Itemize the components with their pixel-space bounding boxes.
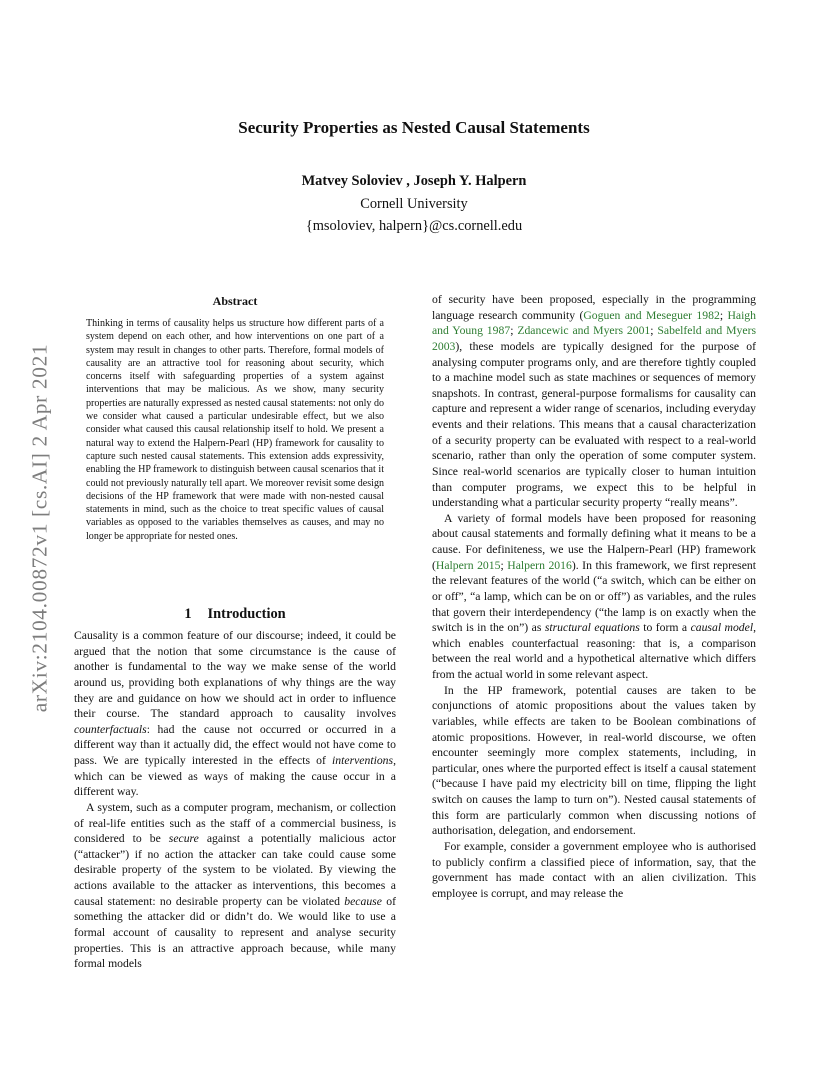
citation-link[interactable]: Sabelfeld and Myers 2003 <box>432 324 756 353</box>
intro-paragraph-6: For example, consider a government employee who is authorised to publicly confirm a classified piece of information, say, that the government has made contact with an alien civilization. This employee is corrupt, and may release the <box>432 839 756 900</box>
affiliation: Cornell University <box>360 196 468 212</box>
text-run: , which enables counterfactual reasoning: that is, a comparison between the real world and a hypothetical alternative which differs from the actual world in some relevant aspect. <box>432 621 756 681</box>
right-column <box>432 292 756 1060</box>
arxiv-identifier: arXiv:2104.00872v1 [cs.AI] 2 Apr 2021 <box>27 343 52 713</box>
arxiv-sidebar <box>22 298 58 758</box>
author-list: Matvey Soloviev , Joseph Y. Halpern <box>301 173 527 189</box>
text-run: Causality is a common feature of our discourse; indeed, it could be argued that the notion that some circumstance is the cause of another is fundamental to the way we make sense of the world around us, providing both explanations of why things are the way they are and guidance on how we should act in order to influence their course. The standard approach to causality involves <box>74 629 396 721</box>
intro-paragraph-1 <box>74 628 396 800</box>
text-run: of security have been proposed, especially in the programming language research community ( <box>432 293 756 322</box>
text-run: : had the cause not occurred or occurred in a different way than it actually did, the effect would not have come to pass. We are typically interested in the effects of <box>74 722 396 767</box>
citation-link[interactable]: Goguen and Meseguer 1982 <box>583 308 720 322</box>
left-column <box>74 628 396 1060</box>
intro-paragraph-2 <box>74 800 396 972</box>
citation-link[interactable]: Zdancewic and Myers 2001 <box>517 324 651 338</box>
intro-paragraph-5: In the HP framework, potential causes are taken to be conjunctions of atomic propositions about the values taken by variables, while effects are taken to be Boolean combinations of atomic propositions. However, in real-world discourse, we often encounter seemingly more complex statements, including, in particular, ones where the purported effect is itself a causal statement (“because I have paid my electricity bill on time, flipping the light switch on causes the lamp to turn on”). Nested causal statements of this form are particularly common when discussing notions of authorisation, delegation, and endorsement. <box>432 683 756 838</box>
text-run: ). In this framework, we first represent the relevant features of the world (“a switch, which can be either on or off”, “a lamp, which can be on or off”) as variables, and the rules that govern their interdependency (“the lamp is on exactly when the switch is in the on”) as <box>432 558 756 635</box>
section-heading <box>74 606 396 623</box>
text-run: A variety of formal models have been proposed for reasoning about causal statements and formally defining what it means to be a cause. For definiteness, we use the Halpern-Pearl (HP) framework ( <box>432 511 756 572</box>
emphasis-secure: secure <box>168 832 199 846</box>
text-run: to form a <box>639 621 691 635</box>
citation-link[interactable]: Halpern 2015 <box>435 558 501 572</box>
citation-link[interactable]: Haigh and Young 1987 <box>432 308 756 338</box>
abstract-text: Thinking in terms of causality helps us structure how different parts of a system depend on each other, and how interventions on one part of a system may result in changes to other parts. Therefore, formal models of causality are an attractive tool for reasoning about security, which concerns itself with safeguarding properties of a system against interventions that may be malicious. As we show, many security properties are naturally expressed as nested causal statements: not only do we consider what caused a particular undesirable effect, but we also consider what caused this causal relationship itself to hold. We present a natural way to extend the Halpern-Pearl (HP) framework for causality to capture such nested causal statements. This extension adds expressivity, enabling the HP framework to distinguish between causal scenarios that it could not previously naturally tell apart. We moreover revisit some design decisions of the HP framework that were made with non-nested causal statements in mind, such as the choice to treat specific values of causal variables as opposed to the variables themselves as causes, and may no longer be appropriate for nested ones. <box>86 318 384 542</box>
emphasis-causal-model: causal model <box>690 621 754 635</box>
text-run: A system, such as a computer program, mechanism, or collection of real-life entities such as the staff of a commercial business, is considered to be <box>74 800 396 846</box>
text-run: ; <box>719 308 728 322</box>
citation-link[interactable]: Halpern 2016 <box>507 558 572 572</box>
paper-title: Security Properties as Nested Causal Statements <box>238 118 590 137</box>
intro-paragraph-3 <box>432 292 756 511</box>
emphasis-because: because <box>344 894 382 908</box>
text-run: ), these models are typically designed for the purpose of analysing computer programs only, and are therefore tightly coupled to a machine model such as state machines or sequences of memory snapshots. In contrast, general-purpose formalisms for causality can capture and represent a wider range of scenarios, including everyday events and their relations. This means that a causal characterization of a security property can be evaluated with respect to a real-world scenario, rather than only the operation of some computer system. Since real-world scenarios are typically closer to human intuition than computer programs, we expect this to be helpful in understanding what a particular security property “really means”. <box>432 339 756 510</box>
section-number: 1 <box>184 606 192 622</box>
intro-paragraph-4 <box>432 511 756 683</box>
emphasis-interventions: interventions <box>332 754 394 767</box>
emphasis-counterfactuals: counterfactuals <box>74 722 147 736</box>
text-run: against a potentially malicious actor (“attacker”) if no action the attacker can take could cause some desirable property of the system to be violated. By viewing the actions available to the attacker as interventions, this becomes a causal statement: no desirable property can be violated <box>74 832 396 908</box>
text-run: ; <box>510 324 518 338</box>
section-title: Introduction <box>207 606 286 622</box>
text-run: ; <box>500 558 508 572</box>
text-run: , which can be viewed as ways of making the cause occur in a different way. <box>74 754 396 799</box>
emphasis-structural-equations: structural equations <box>544 621 640 635</box>
abstract-heading: Abstract <box>212 294 258 308</box>
author-email: {msoloviev, halpern}@cs.cornell.edu <box>305 218 523 234</box>
text-run: ; <box>650 324 658 338</box>
text-run: of something the attacker did or didn’t do. We would like to use a formal account of causality to represent and analyse security properties. This is an attractive approach because, while many formal models <box>74 894 396 971</box>
